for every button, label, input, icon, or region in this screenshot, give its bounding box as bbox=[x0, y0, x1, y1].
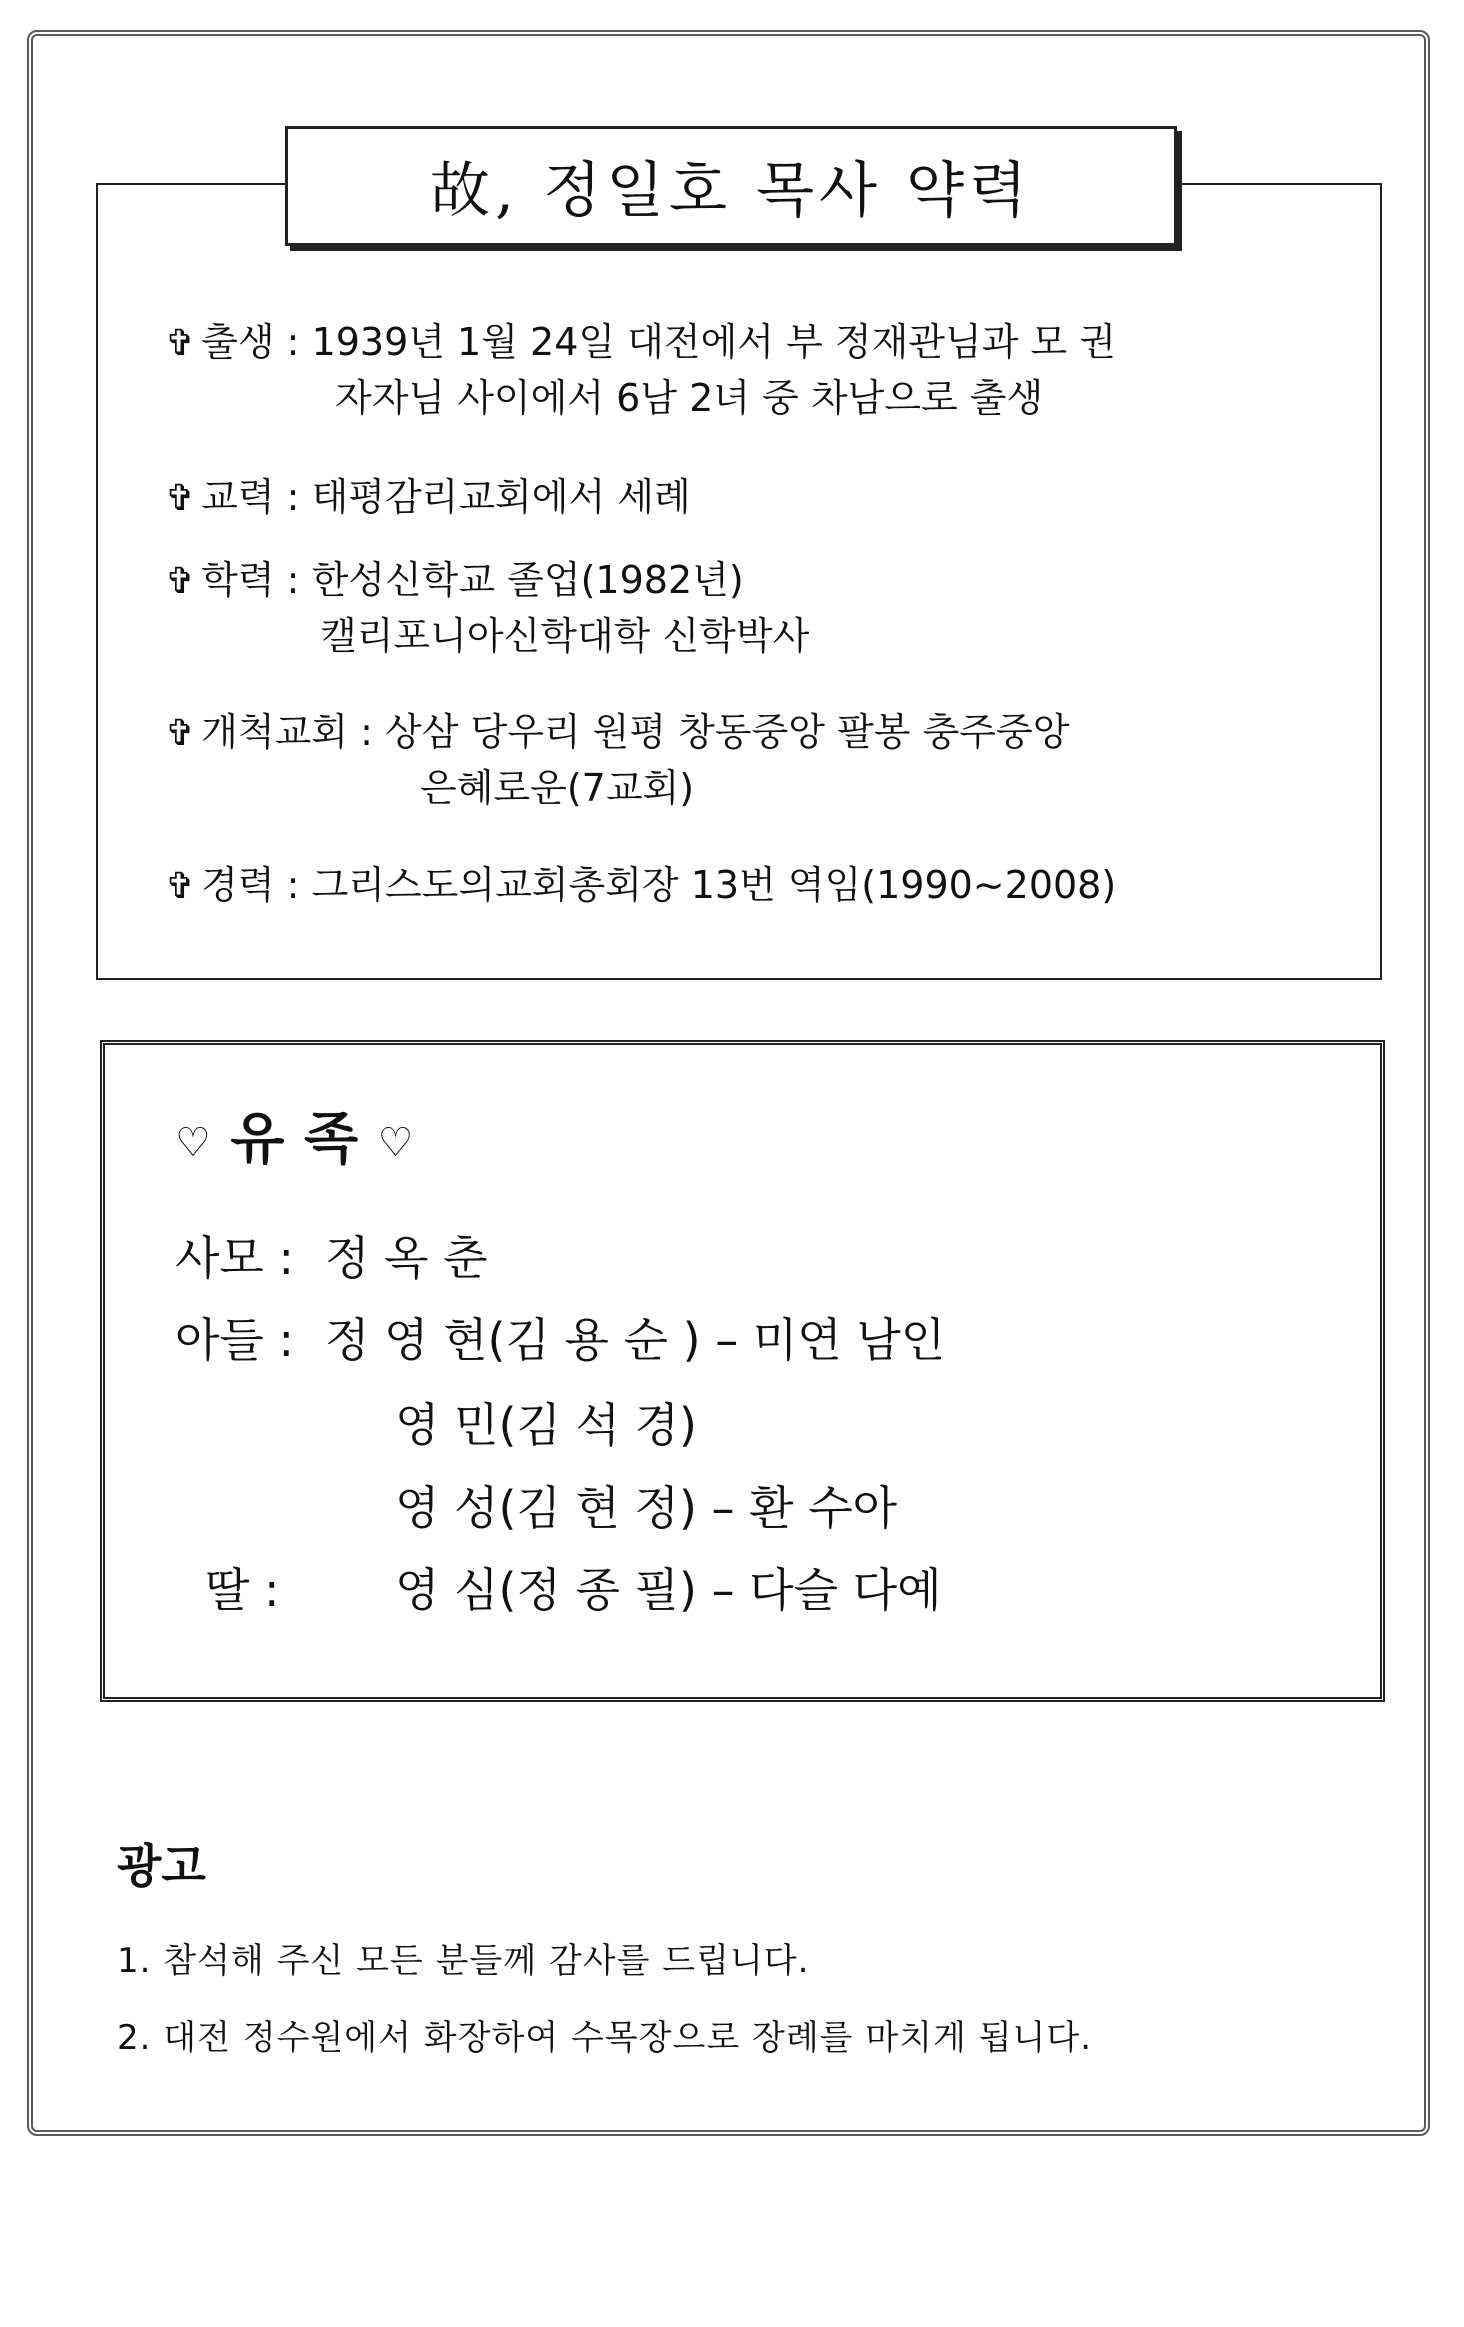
family-label: 아들 : bbox=[175, 1313, 294, 1367]
bio-text: 상삼 당우리 원평 창동중앙 팔봉 충주중앙 bbox=[384, 710, 1070, 754]
bio-text: 한성신학교 졸업(1982년) bbox=[311, 558, 744, 602]
bio-text-cont: 캘리포니아신학대학 신학박사 bbox=[320, 614, 810, 658]
family-row-wife bbox=[175, 1228, 488, 1288]
bio-text: 1939년 1월 24일 대전에서 부 정재관님과 모 권 bbox=[311, 320, 1116, 364]
bio-item-career: ✞ 경력 : 그리스도의교회총회장 13번 역임(1990~2008) bbox=[165, 863, 1117, 907]
cross-icon: ✞ bbox=[165, 866, 196, 907]
announcement-item: 1. 참석해 주신 모든 분들께 감사를 드립니다. bbox=[117, 1941, 810, 1981]
bio-item-education: ✞ 학력 : 한성신학교 졸업(1982년) 캘리포니아신학대학 신학박사 bbox=[165, 553, 809, 663]
bio-text-cont: 은혜로운(7교회) bbox=[420, 766, 695, 810]
family-text: 영 성(김 현 정) – 환 수아 bbox=[395, 1481, 898, 1535]
announcements-title: 광고 bbox=[117, 1839, 206, 1893]
family-row-daughter bbox=[205, 1560, 942, 1620]
family-text: 영 심(정 종 필) – 다슬 다예 bbox=[395, 1563, 942, 1617]
heart-icon: ♡ bbox=[377, 1119, 414, 1166]
heart-icon: ♡ bbox=[175, 1119, 211, 1166]
family-label: 사모 : bbox=[175, 1231, 294, 1285]
cross-icon: ✞ bbox=[165, 561, 196, 602]
announcement-item: 2. 대전 정수원에서 화장하여 수목장으로 장례를 마치게 됩니다. bbox=[117, 2018, 1092, 2058]
bio-text: 그리스도의교회총회장 13번 역임(1990~2008) bbox=[311, 863, 1117, 907]
bio-label: 학력 bbox=[201, 558, 275, 602]
family-text: 정 영 현(김 용 순 ) – 미연 남인 bbox=[325, 1313, 946, 1367]
bio-item-birth: ✞ 출생 : 1939년 1월 24일 대전에서 부 정재관님과 모 권 자자님 사이에서 6남 2녀 중 차남으로 출생 bbox=[165, 315, 1116, 425]
family-label: 딸 : bbox=[205, 1563, 280, 1617]
bio-text-cont: 자자님 사이에서 6남 2녀 중 차남으로 출생 bbox=[335, 376, 1044, 420]
family-heading bbox=[175, 1105, 413, 1178]
family-heading-text: 유 족 bbox=[230, 1107, 359, 1172]
bio-label: 교력 bbox=[201, 475, 275, 519]
bio-label: 개척교회 bbox=[201, 710, 349, 754]
cross-icon: ✞ bbox=[165, 478, 196, 519]
bio-item-church: ✞ 교력 : 태평감리교회에서 세례 bbox=[165, 475, 691, 519]
family-text: 정 옥 춘 bbox=[325, 1231, 488, 1285]
cross-icon: ✞ bbox=[165, 323, 196, 364]
family-text: 영 민(김 석 경) bbox=[395, 1398, 697, 1452]
title-box bbox=[285, 126, 1177, 246]
page-title: 故, 정일호 목사 약력 bbox=[429, 156, 1032, 226]
cross-icon: ✞ bbox=[165, 713, 196, 754]
bio-label: 출생 bbox=[201, 320, 275, 364]
bio-text: 태평감리교회에서 세례 bbox=[311, 475, 691, 519]
bio-label: 경력 bbox=[201, 863, 275, 907]
family-row-son bbox=[175, 1310, 945, 1370]
bio-item-churches-founded: ✞ 개척교회 : 상삼 당우리 원평 창동중앙 팔봉 충주중앙 은혜로운(7교회) bbox=[165, 705, 1069, 815]
family-row-son bbox=[395, 1395, 697, 1455]
family-row-son bbox=[395, 1478, 897, 1538]
